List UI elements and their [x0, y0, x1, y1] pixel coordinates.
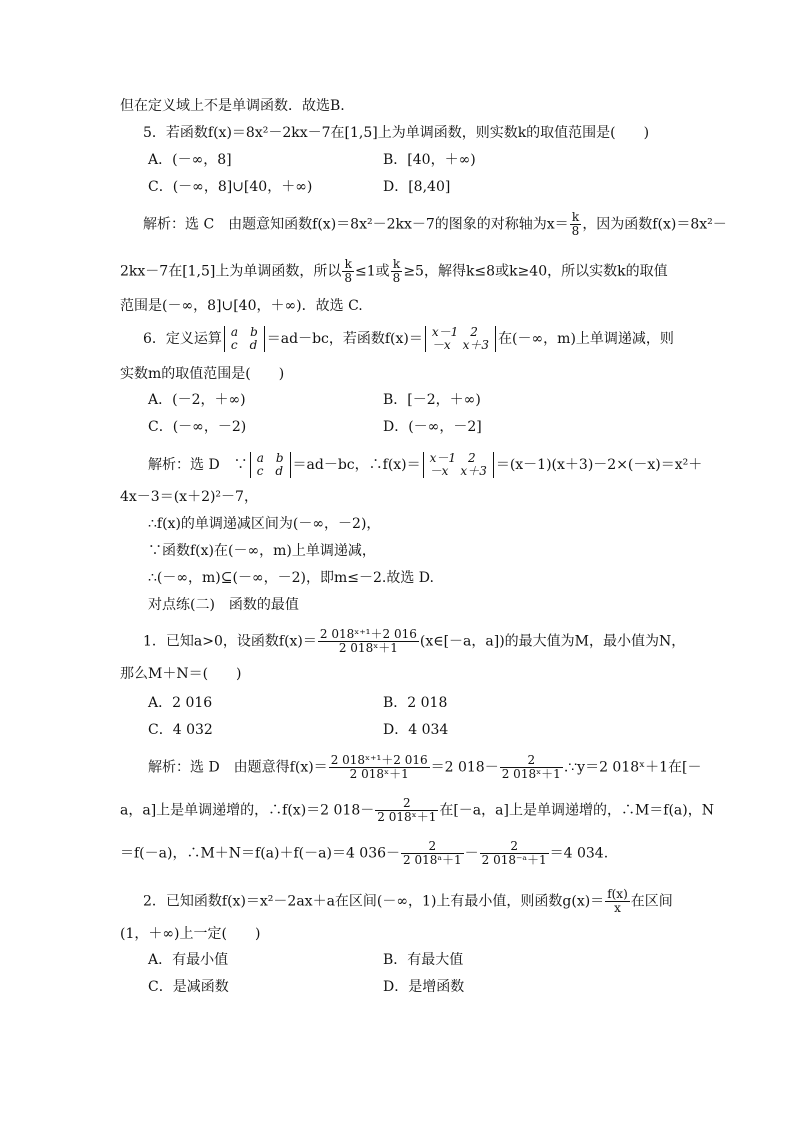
question-5: 5．若函数f(x)＝8x²－2kx－7在[1,5]上为单调函数，则实数k的取值范围是( )	[143, 125, 650, 141]
question-2: 2．已知函数f(x)＝x²－2ax＋a在区间(－∞，1)上有最小值，则函数g(x)＝ $\frac{f(x)}{x}$ 在区间	[143, 887, 673, 915]
option-a: A．2 016	[148, 695, 213, 711]
question-1: 1．已知a>0，设函数f(x)＝ $\frac{\text{2 018ˣ⁺¹＋2 016}}{\text{2 018ˣ＋1}}$ (x∈[－a，a])的最大值为M，最小值为N，	[143, 627, 686, 655]
option-b: B．[－2，＋∞)	[383, 392, 481, 408]
solution-6-line2: 4x－3＝(x＋2)²－7，	[120, 489, 258, 505]
solution-6-line1: 解析：选 D ∵ a b c d ＝ad－bc，∴f(x)＝ x－1 2 －x x＋3 ＝(x－1)(x＋3)－2×(－x)＝x²＋	[148, 451, 703, 478]
question-2-line2: (1，＋∞)上一定( )	[120, 926, 261, 942]
question-1-line2: 那么M＋N＝( )	[120, 666, 242, 682]
text-line: 但在定义域上不是单调函数．故选B.	[120, 98, 345, 114]
question-6-line2: 实数m的取值范围是( )	[120, 366, 285, 382]
option-d: D．4 034	[383, 722, 449, 738]
option-b: B．2 018	[383, 695, 448, 711]
solution-1-line1: 解析：选 D 由题意得f(x)＝ $\frac{\text{2 018ˣ⁺¹＋2 016}}{\text{2 018ˣ＋1}}$ ＝2 018－ $\frac{2}{\text{2 018ˣ＋1}}$ .∵y＝2 018ˣ＋1在[－	[148, 753, 702, 781]
option-a: A．(－∞，8]	[148, 152, 232, 168]
option-d: D．(－∞，－2]	[383, 419, 482, 435]
solution-6-line4: ∵函数f(x)在(－∞，m)上单调递减，	[148, 543, 376, 559]
solution-5-line1: 解析：选 C 由题意知函数f(x)＝8x²－2kx－7的图象的对称轴为x＝ $\frac{k}{8}$ ，因为函数f(x)＝8x²－	[143, 210, 727, 238]
option-d: D．[8,40]	[383, 179, 451, 195]
solution-1-line2: a，a]上是单调递增的，∴f(x)＝2 018－ $\frac{2}{\text{2 018ˣ＋1}}$ 在[－a，a]上是单调递增的，∴M＝f(a)，N	[120, 796, 714, 824]
option-c: C．4 032	[148, 722, 213, 738]
solution-5-line2: 2kx－7在[1,5]上为单调函数，所以 $\frac{k}{8}$ ≤1或 $\frac{k}{8}$ ≥5，解得k≤8或k≥40，所以实数k的取值	[120, 257, 668, 285]
solution-5-line3: 范围是(－∞，8]∪[40，＋∞)．故选 C.	[120, 298, 363, 314]
option-a: A．(－2，＋∞)	[148, 392, 246, 408]
option-a: A．有最小值	[148, 952, 229, 968]
option-c: C．是减函数	[148, 979, 229, 995]
option-b: B．[40，＋∞)	[383, 152, 476, 168]
solution-1-line3: ＝f(－a)，∴M＋N＝f(a)＋f(－a)＝4 036－ $\frac{2}{\text{2 018ᵃ＋1}}$ － $\frac{2}{\text{2 018⁻ᵃ＋1}}$ ＝4 034.	[120, 839, 609, 867]
solution-6-line5: ∴(－∞，m)⊆(－∞，－2)，即m≤－2.故选 D.	[148, 570, 434, 586]
section-heading: 对点练(二) 函数的最值	[148, 597, 299, 613]
option-c: C．(－∞，8]∪[40，＋∞)	[148, 179, 313, 195]
question-6: 6．定义运算 a b c d ＝ad－bc，若函数f(x)＝ x－1 2 －x x＋3 在(－∞，m)上单调递减，则	[143, 325, 674, 352]
solution-6-line3: ∴f(x)的单调递减区间为(－∞，－2)，	[148, 516, 381, 532]
option-b: B．有最大值	[383, 952, 464, 968]
option-d: D．是增函数	[383, 979, 465, 995]
option-c: C．(－∞，－2)	[148, 419, 247, 435]
